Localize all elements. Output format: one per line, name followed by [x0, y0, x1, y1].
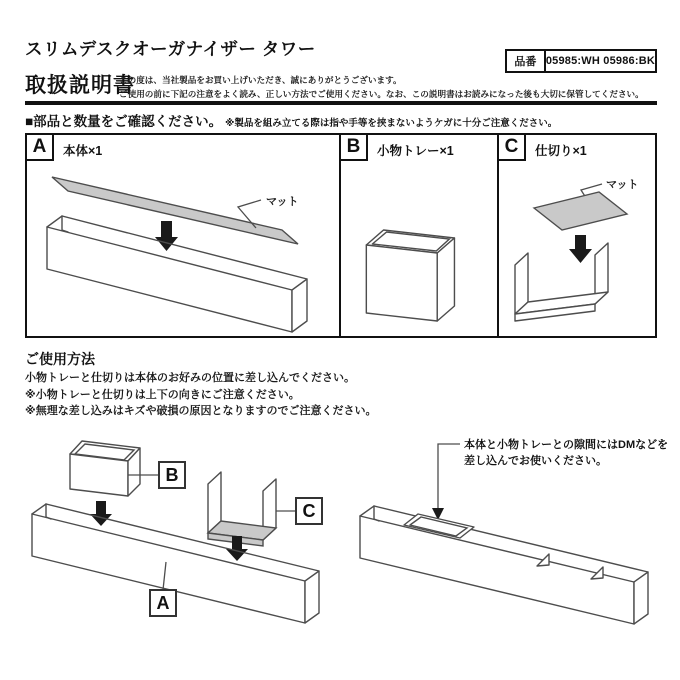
usage-instructions [25, 370, 376, 420]
part-letter-a: A [27, 135, 54, 161]
assembled-diagram [352, 424, 672, 640]
part-cell-b [341, 135, 499, 336]
manual-title: 取扱説明書 [25, 74, 135, 97]
note-pointer-line [438, 444, 460, 508]
part-number-box [505, 49, 657, 73]
usage-heading: ご使用方法 [25, 351, 95, 367]
assembly-diagram [20, 424, 350, 640]
down-arrow-icon [569, 235, 592, 263]
parts-caution: ※製品を組み立てる際は指や手等を挟まないようケガに十分ご注意ください。 [225, 118, 558, 129]
usage-line-3: ※無理な差し込みはキズや破損の原因となりますのでご注意ください。 [25, 405, 377, 417]
dm-note-line-1: 本体と小物トレーとの隙間にはDMなどを [464, 439, 669, 451]
part-c-diagram [499, 135, 655, 336]
usage-line-2: ※小物トレーと仕切りは上下の向きにご注意ください。 [25, 388, 300, 401]
intro-line-1: この度は、当社製品をお買い上げいただき、誠にありがとうございます。 [119, 75, 402, 85]
part-b-diagram [341, 135, 497, 336]
part-number-value: 05985:WH 05986:BK [545, 55, 655, 67]
mat-shape [534, 192, 627, 230]
mat-shape [52, 177, 298, 244]
small-tray-drawing [70, 441, 140, 496]
usage-line-1: 小物トレーと仕切りは本体のお好みの位置に差し込んでください。 [25, 372, 355, 384]
dm-note-line-2: 差し込んでお使いください。 [464, 455, 607, 467]
assembly-label-b: B [165, 465, 179, 485]
part-number-label: 品番 [507, 51, 546, 71]
intro-line-2: ご使用の前に下記の注意をよく読み、正しい方法でご使用ください。なお、この説明書はお読みになった後も大切に保管してください。 [119, 88, 644, 99]
parts-table [25, 133, 657, 338]
divider-drawing [515, 243, 608, 321]
part-name-c: 仕切り×1 [535, 144, 587, 158]
mat-label: マット [606, 179, 639, 191]
part-name-b: 小物トレー×1 [377, 144, 454, 158]
down-arrow-icon [90, 501, 112, 526]
part-letter-b: B [341, 135, 368, 161]
header-divider-rule [25, 101, 657, 105]
divider-drawing [208, 472, 276, 546]
part-letter-c: C [499, 135, 526, 161]
assembly-label-c: C [302, 501, 316, 521]
small-tray-drawing [366, 230, 454, 321]
assembled-body-drawing [360, 506, 648, 624]
part-cell-c [499, 135, 655, 336]
intro-text [119, 74, 644, 102]
part-a-diagram [27, 135, 339, 336]
product-title: スリムデスクオーガナイザー タワー [25, 39, 316, 59]
part-cell-a [27, 135, 341, 336]
parts-heading: ■部品と数量をご確認ください。 [25, 114, 223, 129]
part-name-a: 本体×1 [63, 144, 103, 158]
assembly-label-a: A [156, 593, 170, 613]
mat-label: マット [266, 196, 299, 208]
down-arrow-icon [155, 221, 178, 251]
parts-heading-row [25, 110, 657, 131]
